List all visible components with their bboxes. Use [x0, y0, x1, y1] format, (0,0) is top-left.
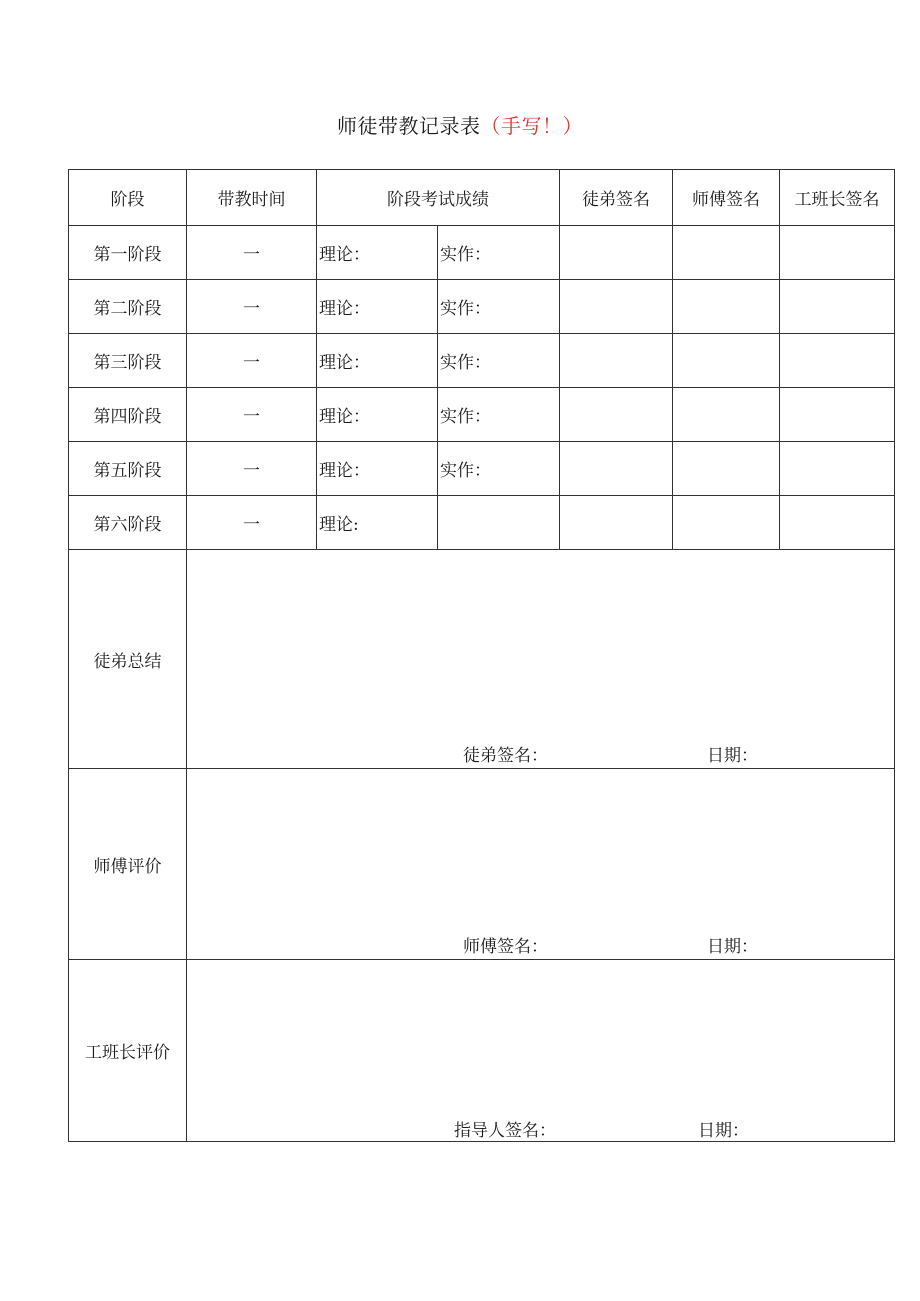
- leader-sign-cell: [780, 334, 895, 388]
- header-row: [69, 170, 895, 226]
- master-sign-label: 师傅签名：: [463, 937, 548, 957]
- master-sign-cell: [673, 388, 780, 442]
- stage-name: 第五阶段: [69, 442, 187, 496]
- leader-eval-area: [187, 960, 895, 1142]
- practice-score: 实作：: [438, 280, 560, 334]
- master-eval-row: [69, 769, 895, 960]
- date-label: 日期：: [707, 746, 758, 766]
- supervisor-sign-label: 指导人签名：: [454, 1121, 556, 1141]
- title-main: 师徒带教记录表: [337, 114, 481, 138]
- stage-row: [69, 496, 895, 550]
- date-label: 日期：: [707, 937, 758, 957]
- apprentice-sign-cell: [560, 334, 673, 388]
- stage-row: [69, 334, 895, 388]
- practice-score: [438, 496, 560, 550]
- record-table: [68, 169, 895, 1142]
- stage-time: 一: [187, 496, 317, 550]
- stage-row: [69, 388, 895, 442]
- stage-row: [69, 226, 895, 280]
- master-sign-cell: [673, 496, 780, 550]
- practice-score: 实作：: [438, 226, 560, 280]
- leader-sign-cell: [780, 388, 895, 442]
- leader-sign-cell: [780, 280, 895, 334]
- theory-score: 理论:: [317, 496, 438, 550]
- apprentice-sign-cell: [560, 496, 673, 550]
- page-title: [0, 110, 920, 139]
- date-label: 日期：: [698, 1121, 749, 1141]
- stage-time: 一: [187, 280, 317, 334]
- stage-name: 第二阶段: [69, 280, 187, 334]
- stage-name: 第一阶段: [69, 226, 187, 280]
- master-sign-cell: [673, 442, 780, 496]
- stage-row: [69, 442, 895, 496]
- master-eval-label: 师傅评价: [69, 769, 187, 960]
- leader-sign-cell: [780, 226, 895, 280]
- header-stage: 阶段: [69, 170, 187, 226]
- summary-row: [69, 550, 895, 769]
- theory-score: 理论：: [317, 226, 438, 280]
- header-leader-sign: 工班长签名: [780, 170, 895, 226]
- stage-name: 第四阶段: [69, 388, 187, 442]
- master-eval-area: [187, 769, 895, 960]
- header-master-sign: 师傅签名: [673, 170, 780, 226]
- master-sign-cell: [673, 226, 780, 280]
- theory-score: 理论：: [317, 334, 438, 388]
- apprentice-sign-label: 徒弟签名：: [463, 746, 548, 766]
- leader-eval-row: [69, 960, 895, 1142]
- header-time: 带教时间: [187, 170, 317, 226]
- stage-time: 一: [187, 442, 317, 496]
- leader-sign-cell: [780, 442, 895, 496]
- stage-time: 一: [187, 334, 317, 388]
- practice-score: 实作：: [438, 442, 560, 496]
- header-apprentice-sign: 徒弟签名: [560, 170, 673, 226]
- title-note: （手写！）: [480, 114, 583, 138]
- master-sign-cell: [673, 334, 780, 388]
- apprentice-sign-cell: [560, 280, 673, 334]
- stage-time: 一: [187, 388, 317, 442]
- leader-eval-label: 工班长评价: [69, 960, 187, 1142]
- summary-area: [187, 550, 895, 769]
- apprentice-sign-cell: [560, 442, 673, 496]
- theory-score: 理论：: [317, 388, 438, 442]
- header-exam: 阶段考试成绩: [317, 170, 560, 226]
- practice-score: 实作：: [438, 388, 560, 442]
- leader-sign-cell: [780, 496, 895, 550]
- apprentice-sign-cell: [560, 226, 673, 280]
- master-sign-cell: [673, 280, 780, 334]
- stage-time: 一: [187, 226, 317, 280]
- practice-score: 实作：: [438, 334, 560, 388]
- theory-score: 理论：: [317, 280, 438, 334]
- stage-row: [69, 280, 895, 334]
- stage-name: 第三阶段: [69, 334, 187, 388]
- theory-score: 理论：: [317, 442, 438, 496]
- summary-label: 徒弟总结: [69, 550, 187, 769]
- stage-name: 第六阶段: [69, 496, 187, 550]
- apprentice-sign-cell: [560, 388, 673, 442]
